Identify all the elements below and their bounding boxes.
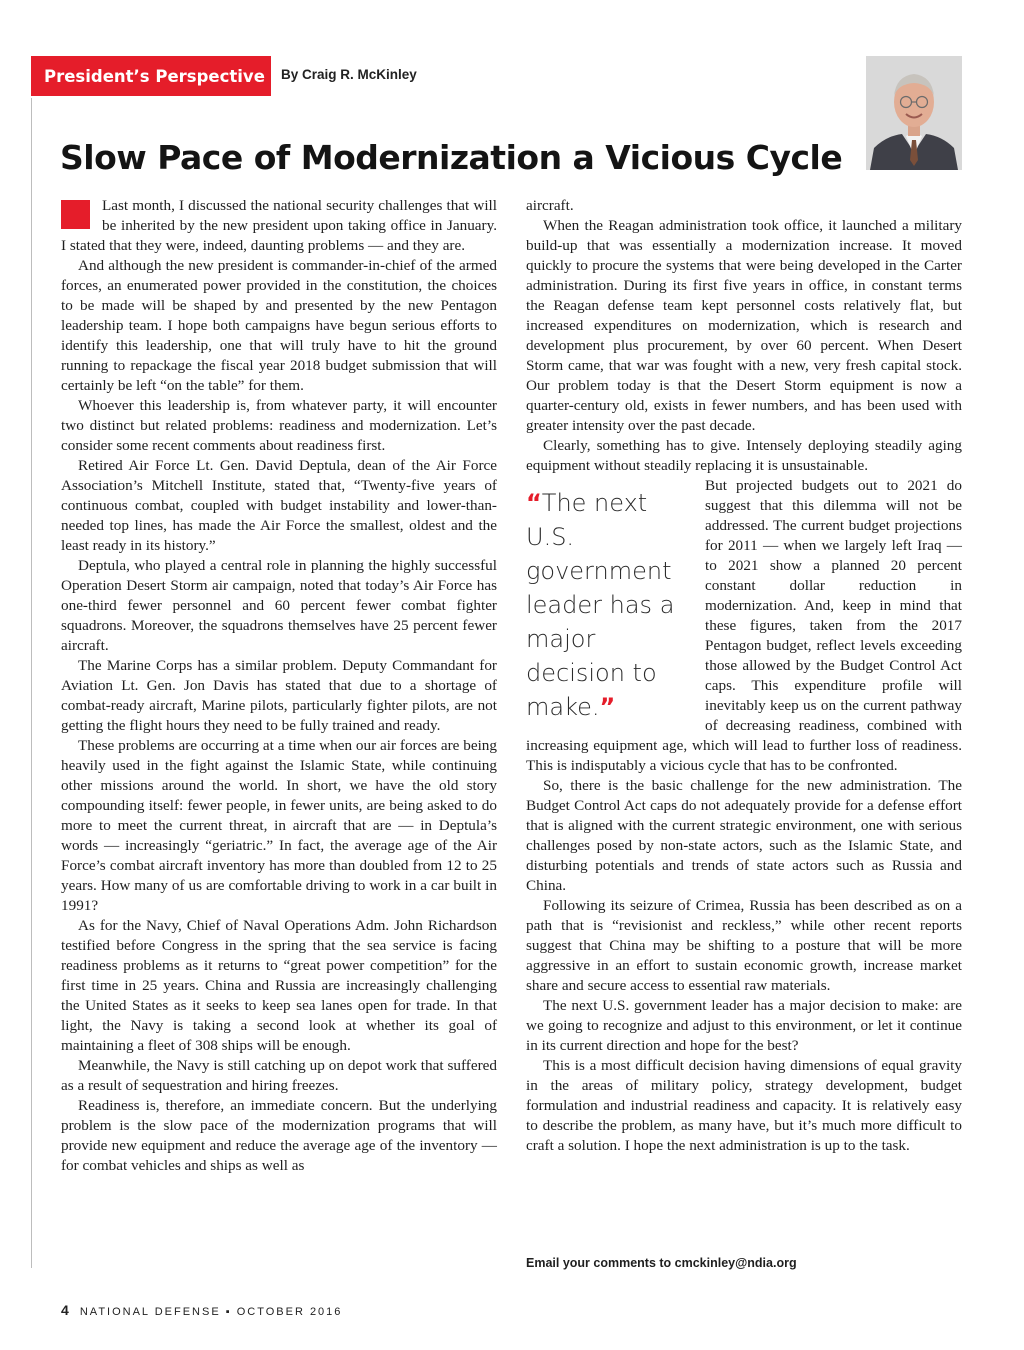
article-paragraph: Deptula, who played a central role in planning the highly successful Operation Desert Storm air campaign, noted that today’s Air Force has one-third fewer personnel and 60 percent fewer combat fighter squadrons. Moreover, the squadrons themselves have 25 percent fewer aircraft.: [61, 557, 497, 654]
article-paragraph: These problems are occurring at a time when our air forces are being heavily used in the fight against the Islamic State, while continuing other missions around the world. In short, we have the old story compounding itself: fewer people, in fewer units, are being asked to do more to meet the current threat, in aircraft that are — in Deptula’s words — increasingly “geriatric.” In fact, the average age of the Air Force’s combat aircraft inventory has more than doubled from 12 to 25 years. How many of us are comfortable driving to work in a car built in 1991?: [61, 737, 497, 914]
email-comments-line: Email your comments to cmckinley@ndia.org: [526, 1256, 797, 1270]
article-paragraph: Meanwhile, the Navy is still catching up on depot work that suffered as a result of sequestration and hiring freezes.: [61, 1057, 497, 1094]
article-paragraph: Following its seizure of Crimea, Russia has been described as on a path that is “revisionist and reckless,” while other recent reports suggest that China may be shifting to a posture that will be more aggressive in an effort to sustain economic growth, increase market share and secure access to essential raw materials.: [526, 897, 962, 994]
article-paragraph: The Marine Corps has a similar problem. Deputy Commandant for Aviation Lt. Gen. Jon Davis has stated that due to a shortage of combat-ready aircraft, Marine pilots, particularly fighter pilots, are not getting the flight hours they need to be fully trained and ready.: [61, 657, 497, 734]
article-paragraph: Retired Air Force Lt. Gen. David Deptula, dean of the Air Force Association’s Mitchell Institute, stated that, “Twenty-five years of continuous combat, coupled with budget instability and lower-than-needed top lines, has made the Air Force the smallest, oldest and the least ready in its history.”: [61, 457, 497, 554]
issue-date: OCTOBER 2016: [236, 1306, 343, 1318]
article-paragraph: The next U.S. government leader has a major decision to make: are we going to recognize and adjust to this environment, or let it continue in its current direction and hope for the best?: [526, 997, 962, 1054]
red-square-drop-icon: [61, 200, 90, 229]
section-tag: President’s Perspective: [31, 56, 271, 96]
article-paragraph: Readiness is, therefore, an immediate concern. But the underlying problem is the slow pace of the modernization programs that will provide new equipment and reduce the average age of the inventory — for combat vehicles and ships as well as: [61, 1097, 497, 1174]
article-paragraph: Last month, I discussed the national security challenges that will be inherited by the new president upon taking office in January. I stated that they were, indeed, daunting problems — and they are.: [61, 197, 497, 254]
article-headline: Slow Pace of Modernization a Vicious Cycle: [60, 138, 843, 177]
left-margin-rule: [31, 98, 32, 1268]
article-paragraph: So, there is the basic challenge for the new administration. The Budget Control Act caps do not adequately provide for a defense effort that is aligned with the current strategic environment, one with serious challenges posed by non-state actors, such as the Islamic State, and disturbing potentials and trends of state actors such as Russia and China.: [526, 777, 962, 894]
article-left-column: [61, 196, 497, 1176]
article-paragraph: When the Reagan administration took office, it launched a military build-up that was essentially a modernization increase. It moved quickly to procure the systems that were being developed in the Carter administration. During its first five years in office, in constant terms the Reagan defense team kept personnel costs relatively flat, but increased expenditures on modernization, which is research and development plus procurement, by over 60 percent. When Desert Storm came, that war was fought with a new, very fresh capital stock. Our problem today is that the Desert Storm equipment is now a quarter-century old, exists in fewer numbers, and has been used with greater intensity over the past decade.: [526, 217, 962, 434]
open-quote-mark: “: [526, 489, 542, 517]
article-paragraph: And although the new president is commander-in-chief of the armed forces, an enumerated power provided in the constitution, the choices to be made will be shaped by and presented by the new Pentagon leadership team. I hope both campaigns have begun serious efforts to identify this leadership, one that will truly have to hit the ground running to repackage the fiscal year 2018 budget submission that will certainly be left “on the table” for them.: [61, 257, 497, 394]
article-right-column: [526, 196, 962, 1156]
article-paragraph: This is a most difficult decision having dimensions of equal gravity in the areas of military policy, strategy development, budget formulation and industrial readiness and capacity. It is relatively easy to describe the problem, as many have, but it’s much more difficult to craft a solution. I hope the next administration is up to the task.: [526, 1057, 962, 1154]
close-quote-mark: ”: [599, 693, 616, 721]
author-photo: [866, 56, 962, 170]
publication-name: NATIONAL DEFENSE: [79, 1306, 221, 1318]
byline: By Craig R. McKinley: [281, 67, 417, 82]
article-paragraph: As for the Navy, Chief of Naval Operations Adm. John Richardson testified before Congress in the spring that the sea service is facing readiness problems as it returns to “great power competition” for the first time in 25 years. China and Russia are increasingly challenging the United States as it seeks to keep sea lanes open for trade. In that light, the Navy is taking a second look at whether its goal of maintaining a fleet of 308 ships will be enough.: [61, 917, 497, 1054]
article-paragraph: aircraft.: [526, 197, 574, 214]
page-footer: [61, 1302, 342, 1318]
footer-separator: ▪: [225, 1306, 232, 1318]
article-paragraph: Whoever this leadership is, from whatever party, it will encounter two distinct but related problems: readiness and modernization. Let’s consider some recent comments about readiness first.: [61, 397, 497, 454]
article-paragraph: But projected budgets out to 2021 do suggest that this dilemma will not be addressed. The current budget projections for 2011 — when we largely left Iraq — to 2021 show a planned 20 percent constant dollar reduction in modernization. And, keep in mind that these figures, taken from the 2017 Pentagon budget, reflect levels exceeding those allowed by the Budget Control Act caps. This expenditure profile will inevitably keep us on the current pathway of decreasing readiness, combined with increasing equipment age, which will lead to further loss of readiness. This is indisputably a vicious cycle that has to be confronted.: [526, 477, 962, 774]
pull-quote-text: The next U.S. government leader has a major decision to make.: [526, 489, 675, 721]
article-paragraph: Clearly, something has to give. Intensely deploying steadily aging equipment without steadily replacing it is unsustainable.: [526, 437, 962, 474]
pull-quote: [526, 476, 693, 724]
page-number: 4: [61, 1302, 69, 1318]
